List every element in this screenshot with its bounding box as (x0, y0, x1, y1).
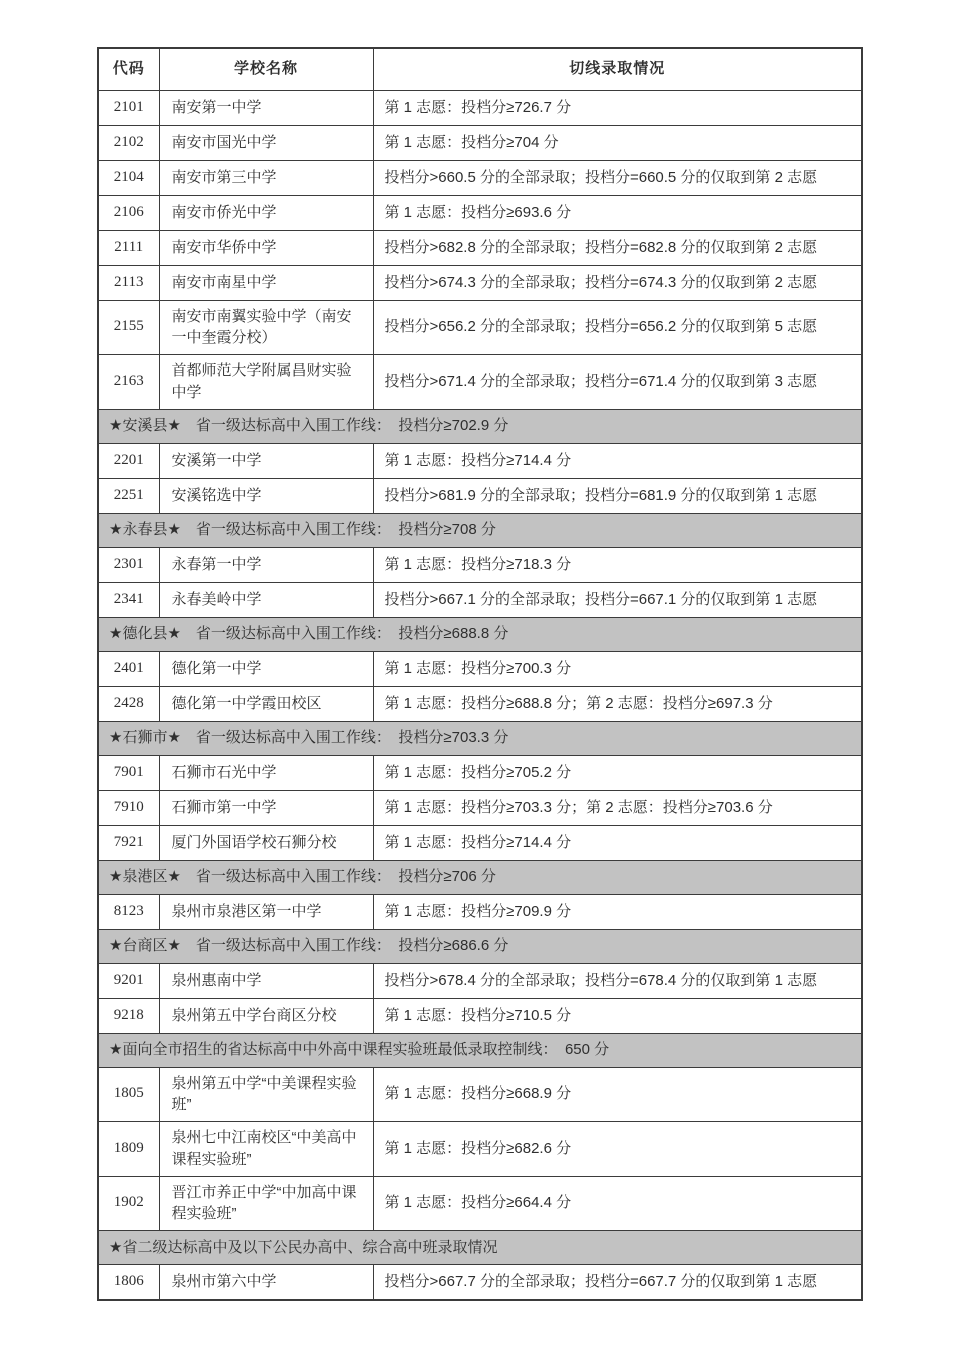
school-name: 南安市华侨中学 (159, 230, 373, 265)
school-code: 9201 (98, 963, 159, 998)
table-row (98, 160, 862, 195)
school-name: 泉州七中江南校区“中美高中课程实验班” (159, 1122, 373, 1177)
section-header-label: ★省二级达标高中及以下公民办高中、综合高中班录取情况 (98, 1231, 862, 1265)
cutoff-admission-info: 投档分>667.7 分的全部录取；投档分=667.7 分的仅取到第 1 志愿 (373, 1265, 862, 1300)
cutoff-admission-info: 第 1 志愿：投档分≥714.4 分 (373, 443, 862, 478)
section-header-row (98, 721, 862, 755)
table-row (98, 547, 862, 582)
table-header (98, 48, 862, 90)
section-header-label: ★石狮市★ 省一级达标高中入围工作线： 投档分≥703.3 分 (98, 721, 862, 755)
cutoff-admission-info: 第 1 志愿：投档分≥664.4 分 (373, 1176, 862, 1231)
table-row (98, 230, 862, 265)
col-header-code: 代码 (98, 48, 159, 90)
school-name: 首都师范大学附属昌财实验中学 (159, 355, 373, 410)
school-code: 2341 (98, 582, 159, 617)
school-name: 泉州市泉港区第一中学 (159, 894, 373, 929)
table-row (98, 963, 862, 998)
school-name: 晋江市养正中学“中加高中课程实验班” (159, 1176, 373, 1231)
section-header-row (98, 513, 862, 547)
school-code: 2401 (98, 651, 159, 686)
table-row (98, 582, 862, 617)
school-name: 南安市第三中学 (159, 160, 373, 195)
school-code: 2301 (98, 547, 159, 582)
cutoff-admission-info: 第 1 志愿：投档分≥705.2 分 (373, 755, 862, 790)
section-header-label: ★泉港区★ 省一级达标高中入围工作线： 投档分≥706 分 (98, 860, 862, 894)
school-code: 7910 (98, 790, 159, 825)
school-code: 2428 (98, 686, 159, 721)
table-row (98, 998, 862, 1033)
table-row (98, 478, 862, 513)
cutoff-admission-info: 第 1 志愿：投档分≥726.7 分 (373, 90, 862, 125)
cutoff-admission-info: 第 1 志愿：投档分≥668.9 分 (373, 1067, 862, 1122)
cutoff-admission-info: 第 1 志愿：投档分≥688.8 分；第 2 志愿：投档分≥697.3 分 (373, 686, 862, 721)
school-name: 安溪铭选中学 (159, 478, 373, 513)
table-row (98, 686, 862, 721)
cutoff-admission-info: 第 1 志愿：投档分≥704 分 (373, 125, 862, 160)
school-name: 德化第一中学霞田校区 (159, 686, 373, 721)
admission-table-container (97, 47, 863, 1301)
school-name: 南安市南星中学 (159, 265, 373, 300)
school-name: 永春美岭中学 (159, 582, 373, 617)
school-code: 2104 (98, 160, 159, 195)
cutoff-admission-info: 投档分>671.4 分的全部录取；投档分=671.4 分的仅取到第 3 志愿 (373, 355, 862, 410)
school-code: 7901 (98, 755, 159, 790)
cutoff-admission-info: 第 1 志愿：投档分≥710.5 分 (373, 998, 862, 1033)
table-row (98, 1176, 862, 1231)
cutoff-admission-info: 第 1 志愿：投档分≥714.4 分 (373, 825, 862, 860)
header-row (98, 48, 862, 90)
school-code: 2163 (98, 355, 159, 410)
school-code: 2106 (98, 195, 159, 230)
section-header-row (98, 860, 862, 894)
section-header-row (98, 929, 862, 963)
cutoff-admission-info: 投档分>656.2 分的全部录取；投档分=656.2 分的仅取到第 5 志愿 (373, 300, 862, 355)
school-code: 2111 (98, 230, 159, 265)
table-row (98, 355, 862, 410)
school-code: 2155 (98, 300, 159, 355)
school-name: 安溪第一中学 (159, 443, 373, 478)
cutoff-admission-info: 投档分>678.4 分的全部录取；投档分=678.4 分的仅取到第 1 志愿 (373, 963, 862, 998)
cutoff-admission-info: 第 1 志愿：投档分≥718.3 分 (373, 547, 862, 582)
table-row (98, 300, 862, 355)
school-code: 2101 (98, 90, 159, 125)
table-row (98, 125, 862, 160)
section-header-row (98, 617, 862, 651)
table-body (98, 90, 862, 1300)
school-code: 9218 (98, 998, 159, 1033)
school-code: 2113 (98, 265, 159, 300)
table-row (98, 90, 862, 125)
cutoff-admission-info: 投档分>667.1 分的全部录取；投档分=667.1 分的仅取到第 1 志愿 (373, 582, 862, 617)
school-name: 厦门外国语学校石狮分校 (159, 825, 373, 860)
school-name: 泉州市第六中学 (159, 1265, 373, 1300)
school-name: 泉州第五中学台商区分校 (159, 998, 373, 1033)
table-row (98, 790, 862, 825)
section-header-row (98, 1231, 862, 1265)
cutoff-admission-info: 投档分>681.9 分的全部录取；投档分=681.9 分的仅取到第 1 志愿 (373, 478, 862, 513)
col-header-school-name: 学校名称 (159, 48, 373, 90)
school-code: 2201 (98, 443, 159, 478)
school-name: 永春第一中学 (159, 547, 373, 582)
school-name: 南安市国光中学 (159, 125, 373, 160)
section-header-row (98, 409, 862, 443)
school-code: 1805 (98, 1067, 159, 1122)
section-header-label: ★德化县★ 省一级达标高中入围工作线： 投档分≥688.8 分 (98, 617, 862, 651)
cutoff-admission-info: 第 1 志愿：投档分≥709.9 分 (373, 894, 862, 929)
col-header-cutoff-info: 切线录取情况 (373, 48, 862, 90)
school-code: 1902 (98, 1176, 159, 1231)
school-name: 泉州第五中学“中美课程实验班” (159, 1067, 373, 1122)
table-row (98, 265, 862, 300)
section-header-row (98, 1033, 862, 1067)
table-row (98, 825, 862, 860)
school-name: 南安市侨光中学 (159, 195, 373, 230)
table-row (98, 1067, 862, 1122)
cutoff-admission-info: 第 1 志愿：投档分≥693.6 分 (373, 195, 862, 230)
school-code: 7921 (98, 825, 159, 860)
cutoff-admission-info: 第 1 志愿：投档分≥703.3 分；第 2 志愿：投档分≥703.6 分 (373, 790, 862, 825)
cutoff-admission-info: 第 1 志愿：投档分≥682.6 分 (373, 1122, 862, 1177)
section-header-label: ★永春县★ 省一级达标高中入围工作线： 投档分≥708 分 (98, 513, 862, 547)
table-row (98, 894, 862, 929)
school-code: 8123 (98, 894, 159, 929)
school-name: 南安第一中学 (159, 90, 373, 125)
section-header-label: ★台商区★ 省一级达标高中入围工作线： 投档分≥686.6 分 (98, 929, 862, 963)
cutoff-admission-info: 投档分>674.3 分的全部录取；投档分=674.3 分的仅取到第 2 志愿 (373, 265, 862, 300)
school-name: 德化第一中学 (159, 651, 373, 686)
school-code: 1809 (98, 1122, 159, 1177)
cutoff-admission-info: 投档分>660.5 分的全部录取；投档分=660.5 分的仅取到第 2 志愿 (373, 160, 862, 195)
school-code: 2251 (98, 478, 159, 513)
section-header-label: ★面向全市招生的省达标高中中外高中课程实验班最低录取控制线： 650 分 (98, 1033, 862, 1067)
school-name: 南安市南翼实验中学（南安一中奎霞分校） (159, 300, 373, 355)
school-name: 石狮市石光中学 (159, 755, 373, 790)
admission-results-table (97, 47, 863, 1301)
school-name: 泉州惠南中学 (159, 963, 373, 998)
section-header-label: ★安溪县★ 省一级达标高中入围工作线： 投档分≥702.9 分 (98, 409, 862, 443)
table-row (98, 1265, 862, 1300)
cutoff-admission-info: 第 1 志愿：投档分≥700.3 分 (373, 651, 862, 686)
cutoff-admission-info: 投档分>682.8 分的全部录取；投档分=682.8 分的仅取到第 2 志愿 (373, 230, 862, 265)
table-row (98, 755, 862, 790)
table-row (98, 443, 862, 478)
table-row (98, 1122, 862, 1177)
school-name: 石狮市第一中学 (159, 790, 373, 825)
table-row (98, 195, 862, 230)
school-code: 2102 (98, 125, 159, 160)
school-code: 1806 (98, 1265, 159, 1300)
table-row (98, 651, 862, 686)
